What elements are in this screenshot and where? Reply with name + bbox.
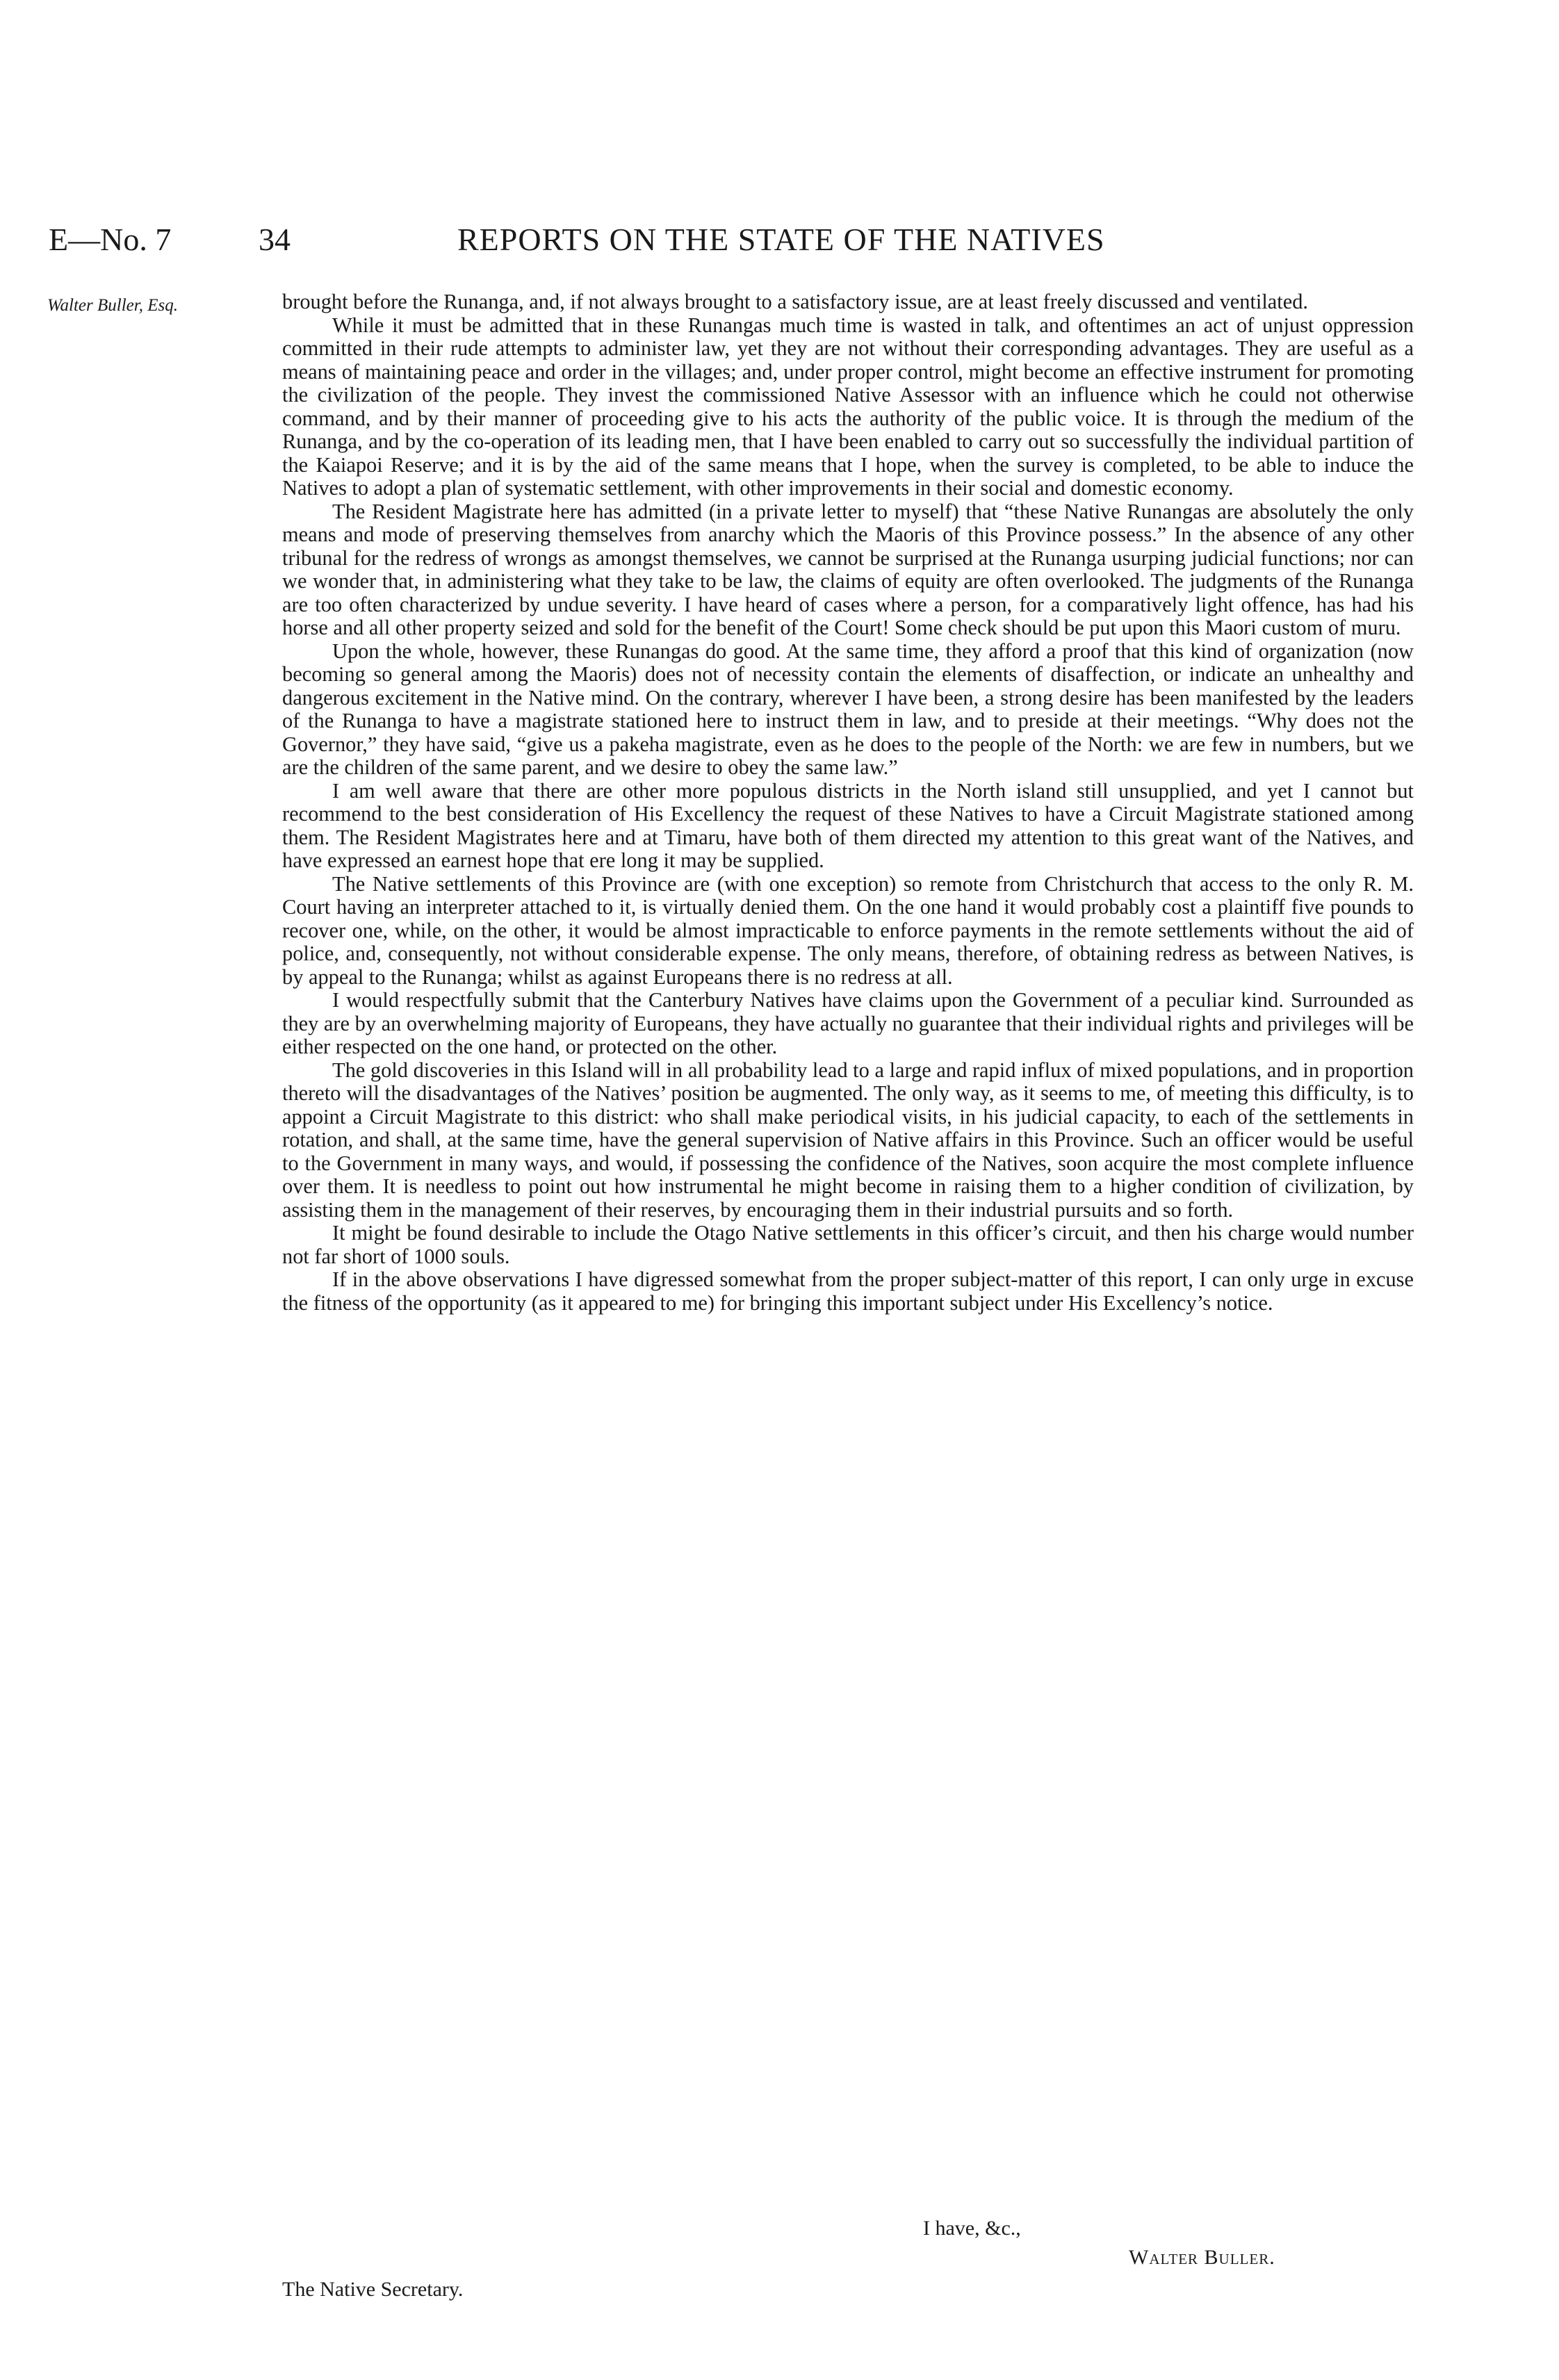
paragraph: If in the above observations I have digressed somewhat from the proper subject-matter of this report, I can only urge in excuse the fitness of the opportunity (as it appeared to me) for bringing this important subject under His Excellency’s notice. (282, 1267, 1414, 1315)
paragraph: The Resident Magistrate here has admitted (in a private letter to myself) that “these Native Runangas are absolutely the only means and mode of preserving themselves from anarchy which the Maoris of this Province possess.” In the absence of any other tribunal for the redress of wrongs as amongst themselves, we cannot be surprised at the Runanga usurping judicial functions; nor can we wonder that, in administering what they take to be law, the claims of equity are often overlooked. The judgments of the Runanga are too often characterized by undue severity. I have heard of cases where a person, for a comparatively light offence, has had his horse and all other property seized and sold for the benefit of the Court! Some check should be put upon this Maori custom of muru. (282, 499, 1414, 639)
signature: Walter Buller. (1129, 2246, 1275, 2269)
paragraph: While it must be admitted that in these Runangas much time is wasted in talk, and oftentimes an act of unjust oppression committed in their rude attempts to administer law, yet they are not without their corresponding advantages. They are useful as a means of maintaining peace and order in the villages; and, under proper control, might become an effective instrument for promoting the civilization of the people. They invest the commissioned Native Assessor with an influence which he could not otherwise command, and by their manner of proceeding give to his acts the authority of the public voice. It is through the medium of the Runanga, and by the co-operation of its leading men, that I have been enabled to carry out so successfully the individual partition of the Kaiapoi Reserve; and it is by the aid of the same means that I hope, when the survey is completed, to be able to induce the Natives to adopt a plan of systematic settlement, with other improvements in their social and domestic economy. (282, 313, 1414, 500)
paragraph: I would respectfully submit that the Canterbury Natives have claims upon the Government of a peculiar kind. Surrounded as they are by an overwhelming majority of Europeans, they have actually no guarantee that their individual rights and privileges will be either respected on the one hand, or protected on the other. (282, 988, 1414, 1058)
report-body (282, 290, 1414, 1315)
closing-line: I have, &c., (923, 2217, 1021, 2240)
paragraph: The gold discoveries in this Island will in all probability lead to a large and rapid influx of mixed populations, and in proportion thereto will the disadvantages of the Natives’ position be augmented. The only way, as it seems to me, of meeting this difficulty, is to appoint a Circuit Magistrate to this district: who shall make periodical visits, in his judicial capacity, to each of the settlements in rotation, and shall, at the same time, have the general supervision of Native affairs in this Province. Such an officer would be useful to the Government in many ways, and would, if possessing the confidence of the Natives, soon acquire the most complete influence over them. It is needless to point out how instrumental he might become in raising them to a higher condition of civilization, by assisting them in the management of their reserves, by encouraging them in their industrial pursuits and so forth. (282, 1058, 1414, 1222)
page-number: 34 (259, 222, 291, 257)
document-reference: E—No. 7 (49, 222, 172, 257)
margin-author-note: Walter Buller, Esq. (47, 296, 178, 315)
paragraph: brought before the Runanga, and, if not always brought to a satisfactory issue, are at least freely discussed and ventilated. (282, 290, 1309, 313)
paragraph: It might be found desirable to include the Otago Native settlements in this officer’s circuit, and then his charge would number not far short of 1000 souls. (282, 1221, 1414, 1268)
page-header (49, 221, 1286, 263)
paragraph: Upon the whole, however, these Runangas do good. At the same time, they afford a proof that this kind of organization (now becoming so general among the Maoris) does not of necessity contain the elements of disaffection, or indicate an unhealthy and dangerous excitement in the Native mind. On the contrary, wherever I have been, a strong desire has been manifested by the leaders of the Runanga to have a magistrate stationed here to instruct them in law, and to preside at their meetings. “Why does not the Governor,” they have said, “give us a pakeha magistrate, even as he does to the people of the North: we are few in numbers, but we are the children of the same parent, and we desire to obey the same law.” (282, 639, 1414, 779)
page-title: REPORTS ON THE STATE OF THE NATIVES (457, 222, 1105, 257)
paragraph: The Native settlements of this Province are (with one exception) so remote from Christchurch that access to the only R. M. Court having an interpreter attached to it, is virtually denied them. On the one hand it would probably cost a plaintiff five pounds to recover one, while, on the other, it would be almost impracticable to enforce payments in the remote settlements without the aid of police, and, consequently, not without considerable expense. The only means, therefore, of obtaining redress as between Natives, is by appeal to the Runanga; whilst as against Europeans there is no redress at all. (282, 871, 1414, 989)
paragraph: I am well aware that there are other more populous districts in the North island still unsupplied, and yet I cannot but recommend to the best consideration of His Excellency the request of these Natives to have a Circuit Magistrate stationed among them. The Resident Magistrates here and at Timaru, have both of them directed my attention to this great want of the Natives, and have expressed an earnest hope that ere long it may be supplied. (282, 778, 1414, 872)
addressee: The Native Secretary. (282, 2278, 464, 2301)
